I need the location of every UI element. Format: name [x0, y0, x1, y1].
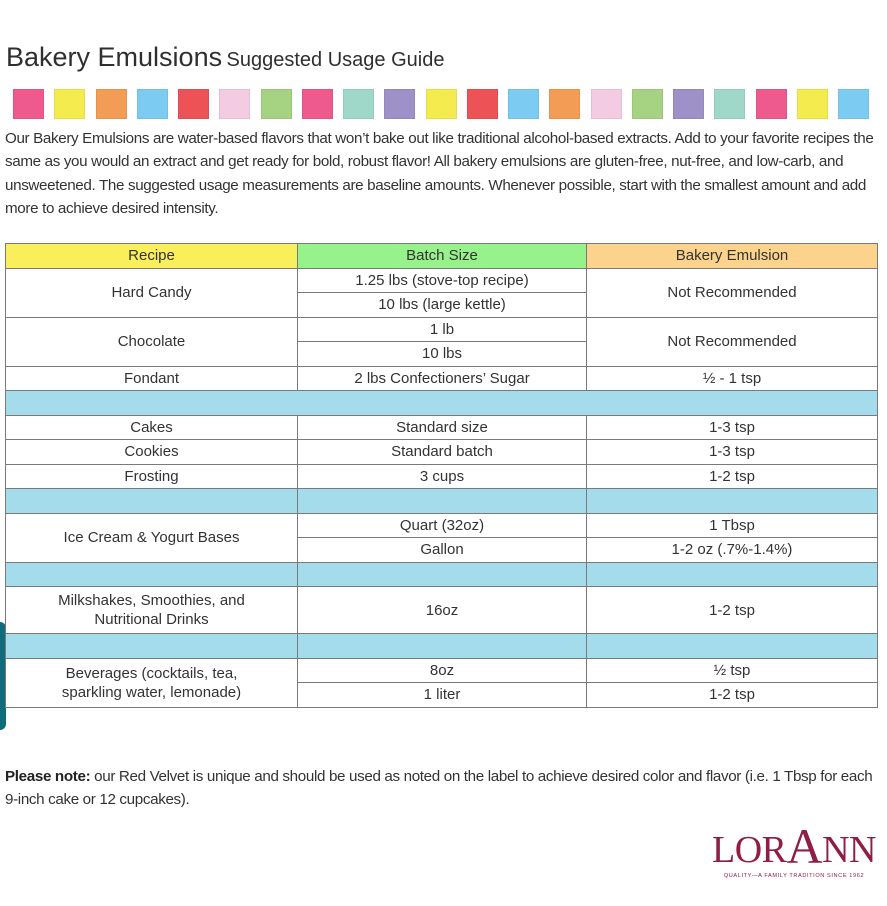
recipe-cell: Cookies	[6, 440, 298, 465]
batch-cell: 8oz	[298, 658, 587, 683]
color-swatch	[178, 89, 209, 119]
loran-logo	[708, 818, 880, 879]
table-row	[6, 268, 878, 293]
footnote-label: Please note:	[5, 768, 91, 785]
recipe-cell: Hard Candy	[6, 268, 298, 317]
separator-cell	[298, 634, 587, 659]
emulsion-cell: 1-2 tsp	[587, 464, 878, 489]
emulsion-cell: 1-2 tsp	[587, 683, 878, 708]
emulsion-cell: Not Recommended	[587, 317, 878, 366]
color-swatch	[137, 89, 168, 119]
separator-cell	[6, 634, 298, 659]
color-swatch	[384, 89, 415, 119]
separator-row	[6, 391, 878, 416]
batch-cell: Standard batch	[298, 440, 587, 465]
logo-word-a: A	[786, 818, 823, 874]
color-swatch	[673, 89, 704, 119]
separator-row	[6, 562, 878, 587]
color-swatch	[426, 89, 457, 119]
table-row	[6, 440, 878, 465]
title-main: Bakery Emulsions	[6, 42, 223, 72]
color-swatch	[467, 89, 498, 119]
page-title	[6, 42, 444, 73]
color-swatch	[508, 89, 539, 119]
batch-cell: 2 lbs Confectioners’ Sugar	[298, 366, 587, 391]
color-swatch	[756, 89, 787, 119]
recipe-cell: Cakes	[6, 415, 298, 440]
logo-word-right: NN	[822, 829, 876, 871]
batch-cell: 10 lbs	[298, 342, 587, 367]
logo-wordmark	[708, 818, 880, 874]
logo-tagline: QUALITY—A FAMILY TRADITION SINCE 1962	[723, 873, 865, 879]
color-swatch	[302, 89, 333, 119]
recipe-cell	[6, 587, 298, 634]
separator-cell	[298, 562, 587, 587]
color-swatch	[261, 89, 292, 119]
table-row	[6, 513, 878, 538]
separator-row	[6, 634, 878, 659]
emulsion-cell: 1-2 oz (.7%-1.4%)	[587, 538, 878, 563]
batch-cell: 1.25 lbs (stove-top recipe)	[298, 268, 587, 293]
emulsion-cell: 1-3 tsp	[587, 440, 878, 465]
batch-cell: 10 lbs (large kettle)	[298, 293, 587, 318]
batch-cell: 3 cups	[298, 464, 587, 489]
table-row	[6, 587, 878, 634]
table-row	[6, 464, 878, 489]
color-swatch	[13, 89, 44, 119]
batch-cell: Standard size	[298, 415, 587, 440]
batch-cell: Quart (32oz)	[298, 513, 587, 538]
batch-cell: Gallon	[298, 538, 587, 563]
recipe-cell: Chocolate	[6, 317, 298, 366]
color-swatch	[714, 89, 745, 119]
recipe-line: sparkling water, lemonade)	[61, 683, 242, 701]
recipe-cell: Ice Cream & Yogurt Bases	[6, 513, 298, 562]
intro-paragraph: Our Bakery Emulsions are water-based flavors that won’t bake out like traditional alcohol-based extracts. Add to your favorite recipes the same as you would an extract and get ready for bold, robust flavor! All bakery emulsions are gluten-free, nut-free, and low-carb, and unsweetened. The suggested usage measurements are baseline amounts. Whenever possible, start with the smallest amount and add more to achieve desired intensity.	[5, 130, 874, 217]
separator-cell	[587, 489, 878, 514]
usage-guide-table	[5, 243, 878, 708]
footnote-text: our Red Velvet is unique and should be used as noted on the label to achieve desired color and flavor (i.e. 1 Tbsp for each 9-inch cake or 12 cupcakes).	[5, 768, 873, 809]
separator-cell	[587, 634, 878, 659]
color-swatch	[591, 89, 622, 119]
recipe-line: Beverages (cocktails, tea,	[65, 664, 238, 682]
color-swatch	[343, 89, 374, 119]
separator-cell	[6, 391, 878, 416]
table-header-row	[6, 244, 878, 269]
recipe-line: Milkshakes, Smoothies, and	[58, 592, 245, 609]
batch-cell: 16oz	[298, 587, 587, 634]
separator-cell	[6, 562, 298, 587]
separator-cell	[587, 562, 878, 587]
recipe-cell: Frosting	[6, 464, 298, 489]
emulsion-cell: 1-3 tsp	[587, 415, 878, 440]
color-swatch	[54, 89, 85, 119]
emulsion-cell: ½ - 1 tsp	[587, 366, 878, 391]
recipe-cell: Fondant	[6, 366, 298, 391]
header-recipe: Recipe	[6, 244, 298, 269]
batch-cell: 1 liter	[298, 683, 587, 708]
footnote	[5, 765, 880, 812]
logo-word-left: LOR	[712, 829, 787, 871]
table-row	[6, 366, 878, 391]
color-swatch	[838, 89, 869, 119]
recipe-line: Nutritional Drinks	[94, 611, 209, 628]
emulsion-cell: 1 Tbsp	[587, 513, 878, 538]
recipe-cell	[6, 658, 298, 707]
color-swatch	[632, 89, 663, 119]
table-row	[6, 415, 878, 440]
color-swatch	[219, 89, 250, 119]
table-row	[6, 317, 878, 342]
batch-cell: 1 lb	[298, 317, 587, 342]
emulsion-cell: Not Recommended	[587, 268, 878, 317]
color-swatch	[96, 89, 127, 119]
header-batch-size: Batch Size	[298, 244, 587, 269]
table-row	[6, 658, 878, 683]
title-sub: Suggested Usage Guide	[226, 49, 445, 71]
color-swatch	[797, 89, 828, 119]
separator-row	[6, 489, 878, 514]
emulsion-cell: 1-2 tsp	[587, 587, 878, 634]
separator-cell	[6, 489, 298, 514]
emulsion-cell: ½ tsp	[587, 658, 878, 683]
separator-cell	[298, 489, 587, 514]
header-bakery-emulsion: Bakery Emulsion	[587, 244, 878, 269]
color-swatch	[549, 89, 580, 119]
